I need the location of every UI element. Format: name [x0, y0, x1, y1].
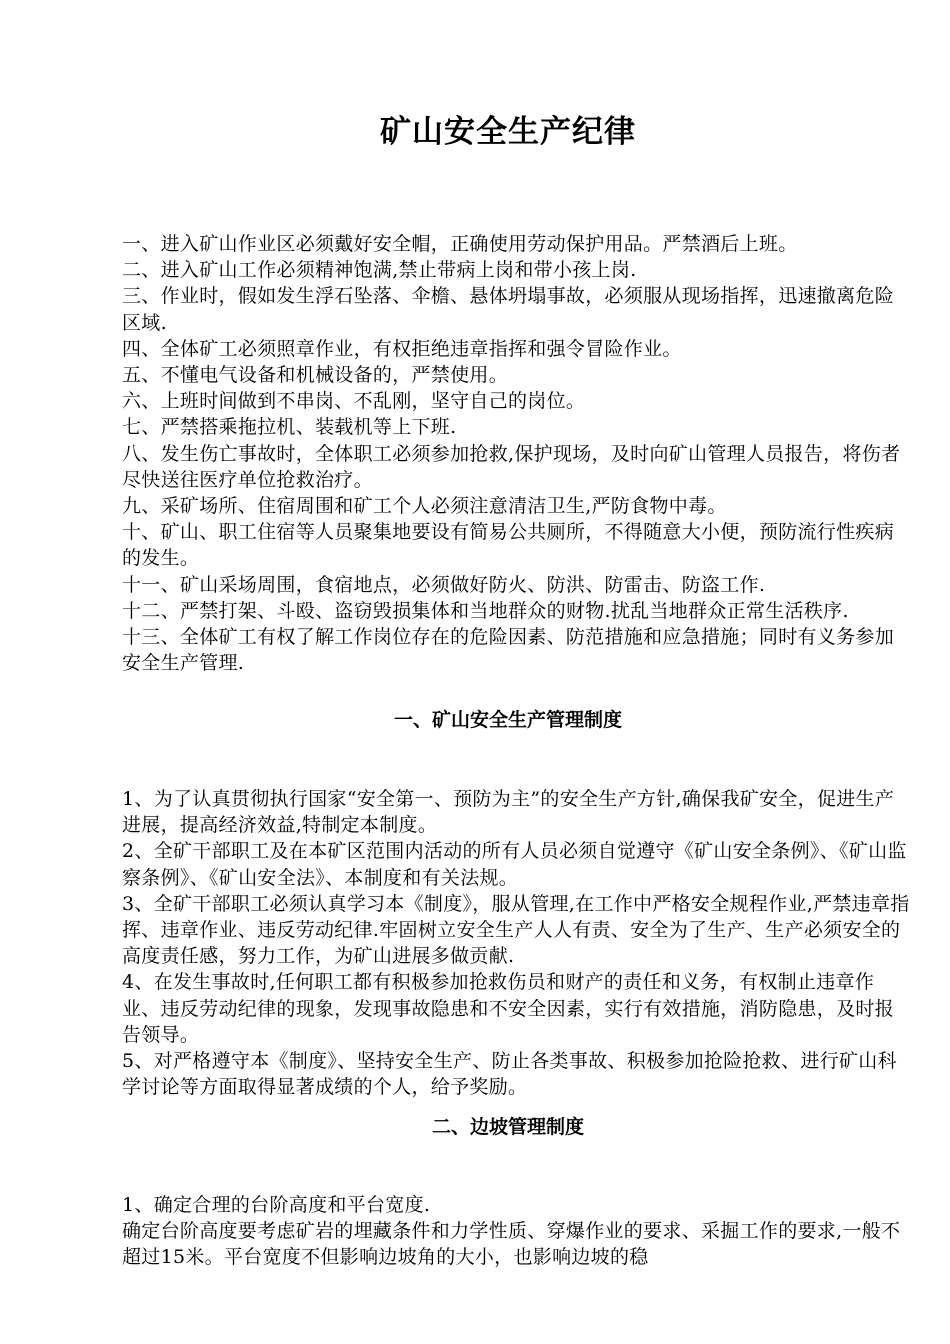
rule-item: 十二、严禁打架、斗殴、盗窃毁损集体和当地群众的财物.扰乱当地群众正常生活秩序.	[122, 599, 849, 622]
slope-item: 确定台阶高度要考虑矿岩的埋藏条件和力学性质、穿爆作业的要求、采掘工作的要求,一般不超过15米。平台宽度不但影响边坡角的大小，也影响边坡的稳	[122, 1220, 901, 1269]
management-item: 4、在发生事故时,任何职工都有积极参加抢救伤员和财产的责任和义务，有权制止违章作业、违反劳动纪律的现象，发现事故隐患和不安全因素，实行有效措施，消防隐患，及时报告领导。	[122, 971, 895, 1046]
rule-item: 二、进入矿山工作必须精神饱满,禁止带病上岗和带小孩上岗.	[122, 259, 637, 282]
rule-item: 五、不懂电气设备和机械设备的，严禁使用。	[122, 364, 509, 387]
management-item: 3、全矿干部职工必须认真学习本《制度》，服从管理,在工作中严格安全规程作业,严禁违章指挥、违章作业、违反劳动纪律.牢固树立安全生产人人有责、安全为了生产、生产必须安全的高度责任感，努力工作，为矿山进展多做贡献.	[122, 892, 910, 968]
section-heading-slope-management: 二、边坡管理制度	[431, 1116, 584, 1138]
rule-item: 七、严禁搭乘拖拉机、装载机等上下班.	[122, 416, 457, 439]
rule-item: 十、矿山、职工住宿等人员聚集地要设有简易公共厕所，不得随意大小便，预防流行性疾病的发生。	[122, 521, 895, 570]
rule-item: 十三、全体矿工有权了解工作岗位存在的危险因素、防范措施和应急措施；同时有义务参加安全生产管理.	[122, 626, 895, 675]
management-item: 2、全矿干部职工及在本矿区范围内活动的所有人员必须自觉遵守《矿山安全条例》、《矿山监察条例》、《矿山安全法》、本制度和有关法规。	[122, 840, 907, 889]
rule-item: 四、全体矿工必须照章作业，有权拒绝违章指挥和强令冒险作业。	[122, 337, 682, 360]
slope-item: 1、确定合理的台阶高度和平台宽度.	[122, 1194, 431, 1216]
rule-item: 八、发生伤亡事故时，全体职工必须参加抢救,保护现场，及时向矿山管理人员报告，将伤者尽快送往医疗单位抢救治疗。	[122, 442, 901, 491]
rule-item: 三、作业时，假如发生浮石坠落、伞檐、悬体坍塌事故，必须服从现场指挥，迅速撤离危险区域.	[122, 285, 895, 334]
rule-item: 九、采矿场所、住宿周围和矿工个人必须注意清洁卫生,严防食物中毒。	[122, 495, 727, 518]
slope-management-items	[122, 1192, 912, 1271]
rule-item: 十一、矿山采场周围，食宿地点，必须做好防火、防洪、防雷击、防盗工作.	[122, 573, 766, 596]
management-item: 5、对严格遵守本《制度》、坚持安全生产、防止各类事故、积极参加抢险抢救、进行矿山科学讨论等方面取得显著成绩的个人，给予奖励。	[122, 1050, 897, 1099]
management-item: 1、为了认真贯彻执行国家“安全第一、预防为主”的安全生产方针,确保我矿安全，促进生产进展，提高经济效益,特制定本制度。	[122, 788, 895, 837]
rule-item: 一、进入矿山作业区必须戴好安全帽，正确使用劳动保护用品。严禁酒后上班。	[122, 233, 798, 255]
discipline-rules	[122, 231, 912, 676]
safety-management-items	[122, 786, 912, 1100]
section-heading-safety-management: 一、矿山安全生产管理制度	[393, 709, 622, 731]
document-title: 矿山安全生产纪律	[380, 114, 636, 150]
rule-item: 六、上班时间做到不串岗、不乱刚，坚守自己的岗位。	[122, 390, 586, 413]
